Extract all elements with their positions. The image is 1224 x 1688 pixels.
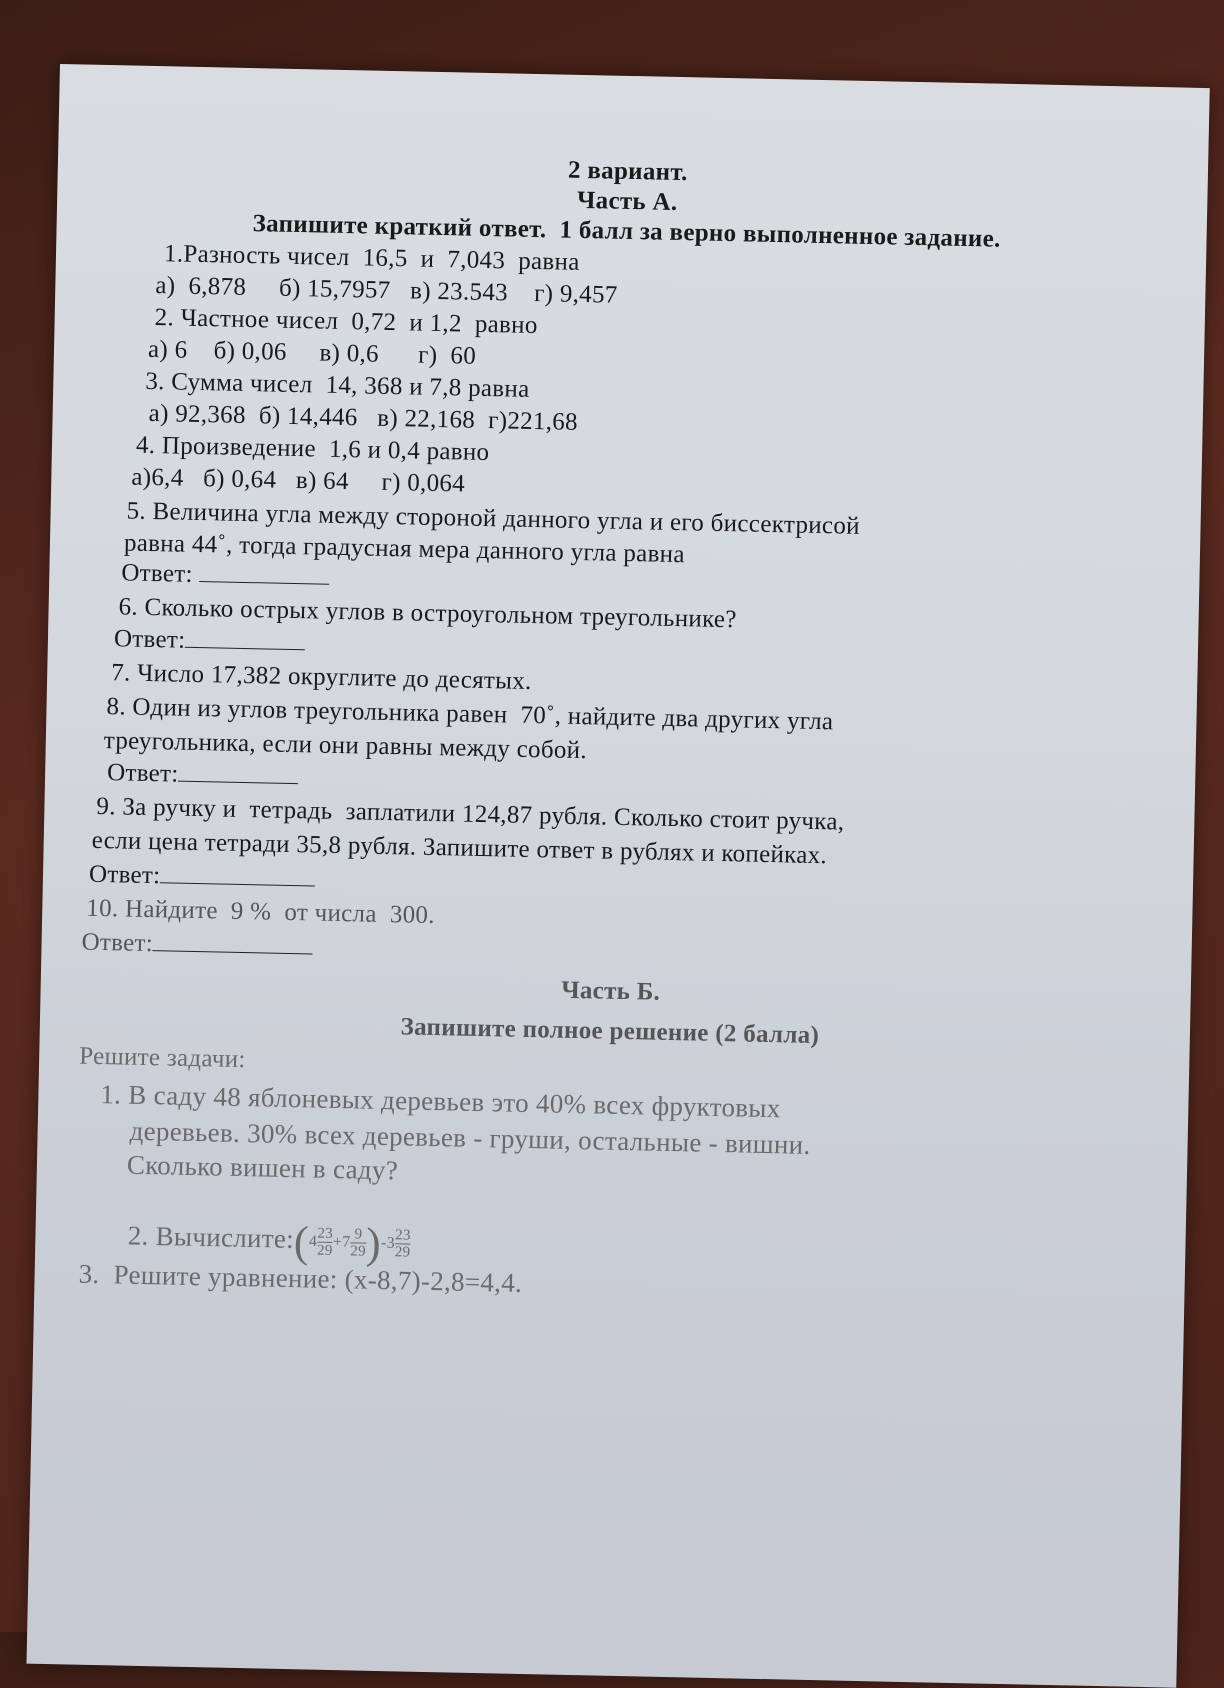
fraction-1: [317, 1226, 333, 1259]
answer-blank: [199, 563, 329, 585]
answer-blank: [160, 864, 315, 886]
paper-sheet: [26, 64, 1209, 1688]
answer-label: Ответ:: [106, 759, 179, 788]
numerator: 23: [317, 1225, 334, 1242]
part-a-title: Часть А.: [576, 186, 678, 216]
numerator: 9: [350, 1226, 366, 1243]
whole-2: 7: [342, 1233, 351, 1251]
denominator: 29: [350, 1243, 367, 1260]
task-3: 3. Решите уравнение: (x-8,7)-2,8=4,4.: [78, 1258, 523, 1298]
answer-10: [81, 929, 313, 962]
worksheet-content: [78, 147, 1158, 1298]
minus-sign: -: [380, 1234, 387, 1252]
part-a-instruction: Запишите краткий ответ. 1 балл за верно выполненное задание.: [252, 210, 1001, 253]
question-10: 10. Найдите 9 % от числа 300.: [86, 894, 436, 930]
question-8-line2: треугольника, если они равны между собой.: [103, 727, 588, 765]
question-5-line1: 5. Величина угла между стороной данного угла и его биссектрисой: [126, 497, 861, 540]
part-b-title: Часть Б.: [560, 976, 661, 1006]
task-2-label: 2. Вычислите:: [127, 1220, 295, 1254]
question-4: 4. Произведение 1,6 и 0,4 равно: [135, 431, 490, 467]
answer-label: Ответ:: [88, 860, 161, 890]
question-3-options: а) 92,368 б) 14,446 в) 22,168 г)221,68: [148, 399, 579, 436]
task-1-line2: деревьев. 30% всех деревьев - груши, остальные - вишни.: [129, 1115, 811, 1160]
answer-blank: [153, 932, 313, 954]
part-b-instruction: Запишите полное решение (2 балла): [400, 1013, 820, 1050]
answer-8: [107, 759, 299, 791]
question-1-options: а) 6,878 б) 15,7957 в) 23.543 г) 9,457: [155, 272, 618, 309]
question-9-line2: если цена тетради 35,8 рубля. Запишите ответ в рублях и копейках.: [91, 826, 828, 870]
numerator: 23: [395, 1227, 411, 1244]
whole-3: 3: [386, 1234, 396, 1252]
left-paren: (: [293, 1217, 310, 1267]
question-3: 3. Сумма чисел 14, 368 и 7,8 равна: [145, 367, 530, 403]
question-2: 2. Частное чисел 0,72 и 1,2 равно: [154, 304, 538, 340]
answer-5: [121, 559, 330, 591]
question-4-options: а)6,4 б) 0,64 в) 64 г) 0,064: [131, 463, 466, 498]
whole-1: 4: [308, 1232, 318, 1251]
answer-9: [89, 861, 316, 894]
answer-6: [114, 625, 306, 657]
denominator: 29: [316, 1242, 333, 1259]
question-6: 6. Сколько острых углов в остроугольном треугольнике?: [118, 593, 737, 634]
question-1: 1.Разность чисел 16,5 и 7,043 равна: [163, 240, 580, 276]
task-1-line3: Сколько вишен в саду?: [126, 1149, 399, 1186]
answer-label: Ответ:: [81, 928, 154, 958]
right-paren: ): [365, 1218, 382, 1268]
task-1-line1: 1. В саду 48 яблоневых деревьев это 40% всех фруктовых: [100, 1079, 781, 1124]
answer-label: Ответ:: [113, 625, 186, 654]
plus-sign: +: [332, 1233, 343, 1251]
fraction-2: [350, 1226, 366, 1259]
fraction-3: [395, 1227, 411, 1260]
variant-title: 2 вариант.: [567, 156, 688, 187]
question-9-line1: 9. За ручку и тетрадь заплатили 124,87 рубля. Сколько стоит ручка,: [96, 792, 845, 836]
part-b-solve-label: Решите задачи:: [78, 1042, 246, 1074]
question-7: 7. Число 17,382 округлите до десятых.: [110, 659, 532, 696]
question-5-line2: равна 44˚, тогда градусная мера данного угла равна: [123, 529, 686, 569]
answer-blank: [185, 629, 305, 651]
answer-label: Ответ:: [121, 559, 194, 588]
question-8-line1: 8. Один из углов треугольника равен 70˚, найдите два других угла: [106, 693, 834, 736]
answer-blank: [178, 763, 298, 785]
question-2-options: а) 6 б) 0,06 в) 0,6 г) 60: [147, 335, 477, 370]
denominator: 29: [394, 1244, 411, 1261]
